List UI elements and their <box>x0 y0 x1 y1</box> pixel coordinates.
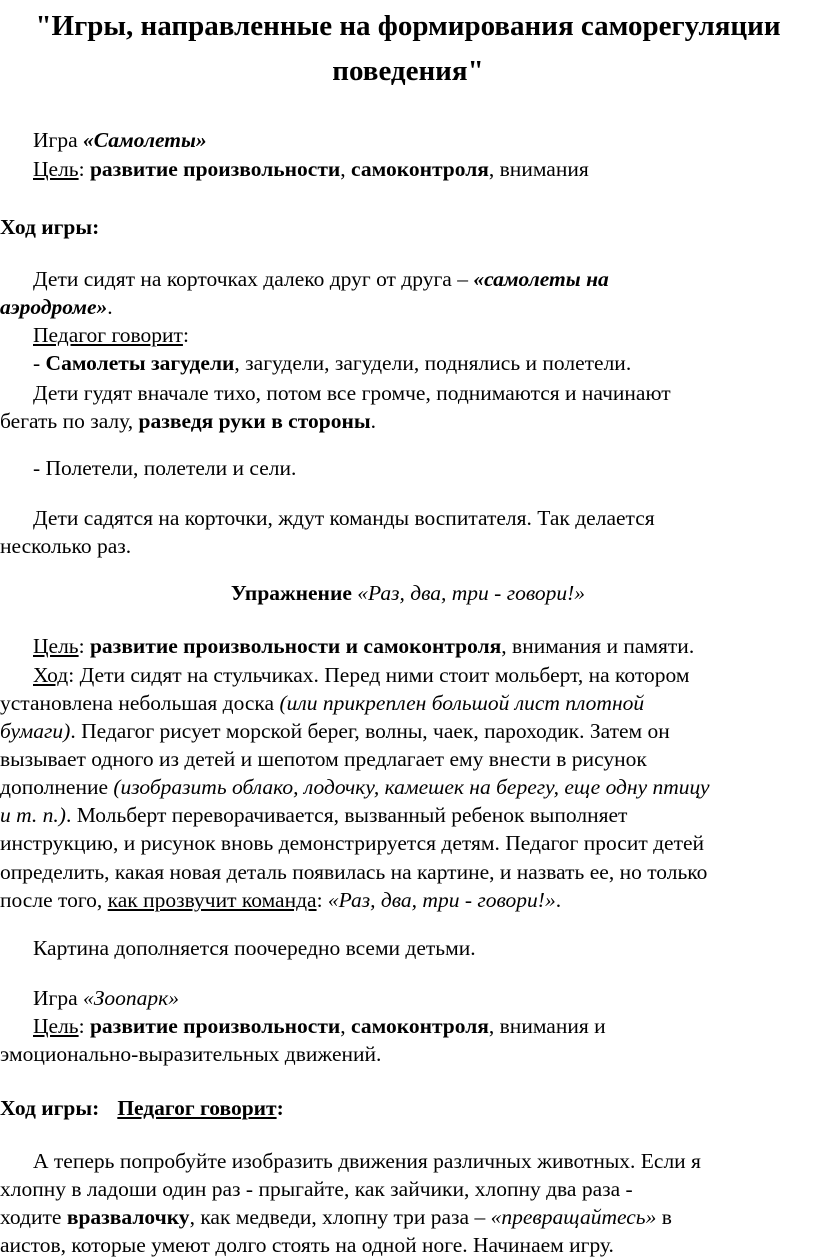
game1-paragraph-1-cont: аэродроме». <box>0 295 113 319</box>
game1-teacher-says: Педагог говорит: <box>33 323 189 347</box>
goal-label: Цель <box>33 157 79 181</box>
exercise-course-line-3: бумаги). Педагог рисует морской берег, волны, чаек, пароходик. Затем он <box>0 719 670 743</box>
exercise-heading: Упражнение «Раз, два, три - говори!» <box>230 581 586 605</box>
game1-paragraph-4: Дети садятся на корточки, ждут команды воспитателя. Так делается <box>33 506 655 530</box>
exercise-goal: Цель: развитие произвольности и самоконтроля, внимания и памяти. <box>33 634 695 658</box>
document-title <box>0 4 816 94</box>
game1-paragraph-4-cont: несколько раз. <box>0 534 132 558</box>
game2-paragraph-line-4: аистов, которые умеют долго стоять на одной ноге. Начинаем игру. <box>0 1233 614 1257</box>
game2-heading: Игра «Зоопарк» <box>33 986 179 1010</box>
game1-heading: Игра «Самолеты» <box>33 128 207 152</box>
exercise-course-line-4: вызывает одного из детей и шепотом предлагает ему внести в рисунок <box>0 747 647 771</box>
title-line-1: "Игры, направленные на формирования саморегуляции <box>35 10 781 42</box>
game2-paragraph-line-3: ходите вразвалочку, как медведи, хлопну три раза – «превращайтесь» в <box>0 1205 672 1229</box>
exercise-course-line-9: после того, как прозвучит команда: «Раз, два, три - говори!». <box>0 888 562 912</box>
exercise-course-line-6: и т. п.). Мольберт переворачивается, вызванный ребенок выполняет <box>0 803 628 827</box>
game2-course-heading: Ход игры: Педагог говорит: <box>0 1096 284 1120</box>
exercise-course-line-8: определить, какая новая деталь появилась на картине, и назвать ее, но только <box>0 860 708 884</box>
game1-speech: - Самолеты загудели, загудели, загудели, поднялись и полетели. <box>33 351 632 375</box>
game2-goal: Цель: развитие произвольности, самоконтроля, внимания и <box>33 1014 606 1038</box>
game2-name: «Зоопарк» <box>83 986 179 1010</box>
game2-paragraph-line-1: А теперь попробуйте изобразить движения различных животных. Если я <box>33 1149 701 1173</box>
game1-paragraph-2: Дети гудят вначале тихо, потом все громче, поднимаются и начинают <box>33 381 671 405</box>
game1-paragraph-1: Дети сидят на корточках далеко друг от друга – «самолеты на <box>33 267 609 291</box>
game1-course-heading: Ход игры: <box>0 215 100 239</box>
game1-paragraph-2-cont: бегать по залу, разведя руки в стороны. <box>0 409 377 433</box>
exercise-course-line-5: дополнение (изобразить облако, лодочку, камешек на берегу, еще одну птицу <box>0 775 710 799</box>
exercise-course-line-1: Ход: Дети сидят на стульчиках. Перед ними стоит мольберт, на котором <box>33 663 690 687</box>
game1-paragraph-3: - Полетели, полетели и сели. <box>33 456 297 480</box>
exercise-final: Картина дополняется поочередно всеми детьми. <box>33 936 476 960</box>
exercise-course-line-2: установлена небольшая доска (или прикреплен большой лист плотной <box>0 691 645 715</box>
game1-name: «Самолеты» <box>83 128 207 152</box>
game1-goal: Цель: развитие произвольности, самоконтроля, внимания <box>33 157 589 181</box>
title-line-2: поведения" <box>332 55 484 87</box>
exercise-course-line-7: инструкцию, и рисунок вновь демонстрируется детям. Педагог просит детей <box>0 831 705 855</box>
game2-paragraph-line-2: хлопну в ладоши один раз - прыгайте, как зайчики, хлопну два раза - <box>0 1177 633 1201</box>
exercise-name: «Раз, два, три - говори!» <box>357 581 586 605</box>
game2-goal-cont: эмоционально-выразительных движений. <box>0 1042 382 1066</box>
